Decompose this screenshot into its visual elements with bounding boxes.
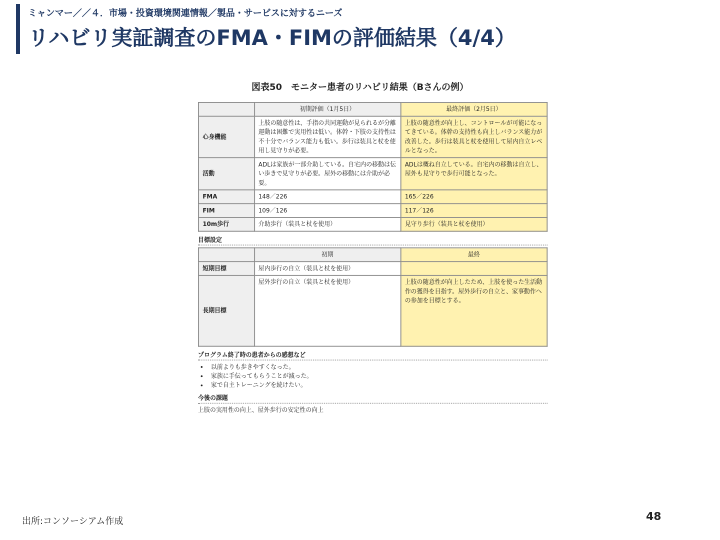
table-row <box>198 204 547 218</box>
comments-list <box>198 362 548 390</box>
header-final: 最終評価（2月5日） <box>401 102 547 116</box>
final-cell: 見守り歩行（装具と杖を使用） <box>401 217 547 231</box>
header-initial: 初期評価（1月5日） <box>254 102 400 116</box>
row-label: 心身機能 <box>198 116 254 157</box>
page-title: リハビリ実証調査のFMA・FIMの評価結果（4/4） <box>28 26 516 50</box>
header-corner-cell <box>198 102 254 116</box>
final-cell: ADLは概ね自立している。自宅内の移動は自立し、屋外も見守りで歩行可能となった。 <box>401 158 547 190</box>
row-label: 活動 <box>198 158 254 190</box>
final-cell: 117／126 <box>401 204 547 218</box>
table-row <box>198 275 547 346</box>
table-row <box>198 262 547 276</box>
initial-cell: 介助歩行（装具と杖を使用） <box>254 217 400 231</box>
goals-header-final: 最終 <box>401 248 547 262</box>
breadcrumb: ミャンマー／／４．市場・投資環境関連情報／製品・サービスに対するニーズ <box>28 9 343 19</box>
list-item: • 以前よりも歩きやすくなった。 <box>211 362 548 371</box>
title-accent-bar <box>16 4 20 54</box>
embedded-document <box>198 102 548 540</box>
table-row <box>198 190 547 204</box>
evaluation-header-row <box>198 102 547 116</box>
issues-text: 上肢の実用性の向上、屋外歩行の安定性の向上 <box>198 406 324 414</box>
list-item: • 家で自主トレーニングを続けたい。 <box>211 381 548 390</box>
row-label: FMA <box>198 190 254 204</box>
issues-title: 今後の課題 <box>198 394 548 404</box>
goals-header-row <box>198 248 547 262</box>
table-row <box>198 217 547 231</box>
goals-header-initial: 初期 <box>254 248 400 262</box>
row-label: 10m歩行 <box>198 217 254 231</box>
goals-section-title: 目標設定 <box>198 235 548 245</box>
initial-cell: 109／126 <box>254 204 400 218</box>
final-cell: 165／226 <box>401 190 547 204</box>
row-label: FIM <box>198 204 254 218</box>
page-number: 48 <box>646 510 662 523</box>
source-note: 出所:コンソーシアム作成 <box>22 517 124 527</box>
initial-cell: 上肢の随意性は、手指の共同運動が見られるが分離運動は困難で実用性は低い。体幹・下肢の支持性は不十分でバランス能力も低い。歩行は装具と杖を使用し見守りが必要。 <box>254 116 400 157</box>
figure-caption: 図表50 モニター患者のリハビリ結果（Bさんの例） <box>251 83 469 93</box>
evaluation-table <box>198 102 548 232</box>
goal-initial-cell: 屋内歩行の自立（装具と杖を使用） <box>254 262 400 276</box>
goal-final-cell <box>401 262 547 276</box>
goals-table <box>198 247 548 346</box>
comments-title: プログラム終了時の患者からの感想など <box>198 350 548 360</box>
goals-corner-cell <box>198 248 254 262</box>
table-row <box>198 158 547 190</box>
table-row <box>198 116 547 157</box>
list-item: • 家族に手伝ってもらうことが減った。 <box>211 372 548 381</box>
embedded-document-content <box>198 102 548 415</box>
initial-cell: 148／226 <box>254 190 400 204</box>
initial-cell: ADLは家族が一部介助している。自宅内の移動は伝い歩きで見守りが必要。屋外の移動には介助が必要。 <box>254 158 400 190</box>
goal-label: 長期目標 <box>198 275 254 346</box>
goal-label: 短期目標 <box>198 262 254 276</box>
goal-initial-cell: 屋外歩行の自立（装具と杖を使用） <box>254 275 400 346</box>
final-cell: 上肢の随意性が向上し、コントロールが可能になってきている。体幹の支持性も向上しバランス能力が改善した。歩行は装具と杖を使用して屋内自立レベルとなった。 <box>401 116 547 157</box>
goal-final-cell: 上肢の随意性が向上したため、上肢を使った生活動作の獲得を目指す。屋外歩行の自立と、家事動作への参加を目標とする。 <box>401 275 547 346</box>
